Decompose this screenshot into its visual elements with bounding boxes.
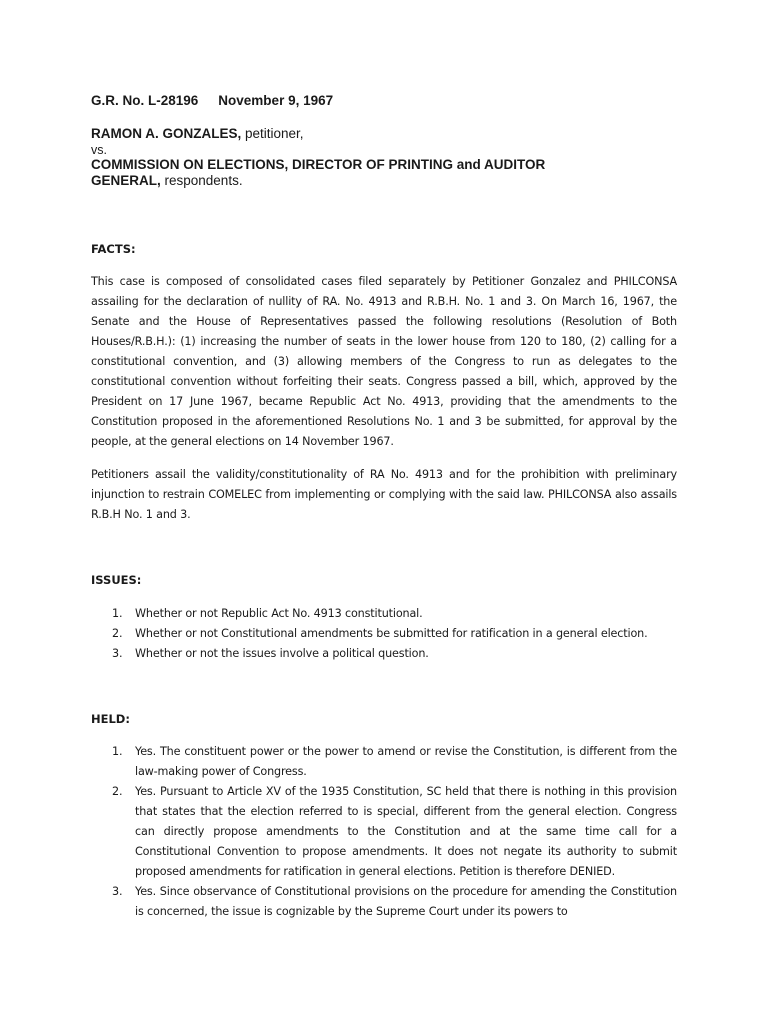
list-item-text: Yes. Pursuant to Article XV of the 1935 Constitution, SC held that there is nothing in this provision that states that the election referred to is special, different from the general election. Congress can directly propose amendments to the Constitution and at the same time call for a Constitutional Convention to propose amendments. It does not negate its authority to submit proposed amendments for ratification in general elections. Petition is therefore DENIED. <box>135 785 677 878</box>
list-item-number: 2. <box>112 627 123 640</box>
list-item <box>91 624 677 644</box>
list-item-number: 3. <box>112 885 123 898</box>
respondents-line <box>91 157 561 189</box>
facts-heading: FACTS: <box>91 242 136 256</box>
respondents-role: respondents. <box>160 173 243 188</box>
list-item <box>91 882 677 922</box>
issues-list <box>91 604 677 664</box>
case-number: G.R. No. L-28196 <box>91 93 199 108</box>
list-item-text: Yes. The constituent power or the power to amend or revise the Constitution, is different from the law-making power of Congress. <box>135 745 677 778</box>
list-item-text: Whether or not the issues involve a political question. <box>135 647 429 660</box>
list-item <box>91 742 677 782</box>
case-date: November 9, 1967 <box>218 93 334 108</box>
list-item-text: Whether or not Constitutional amendments be submitted for ratification in a general election. <box>135 627 648 640</box>
list-item-number: 1. <box>112 607 123 620</box>
list-item <box>91 644 677 664</box>
case-heading <box>91 93 333 108</box>
issues-heading: ISSUES: <box>91 573 142 587</box>
list-item-number: 1. <box>112 745 123 758</box>
facts-paragraph: Petitioners assail the validity/constitutionality of RA No. 4913 and for the prohibition with preliminary injunction to restrain COMELEC from implementing or complying with the said law. PHILCONSA also assails R.B.H No. 1 and 3. <box>91 468 677 521</box>
petitioner-name: RAMON A. GONZALES, <box>91 126 242 141</box>
versus-label: vs. <box>91 143 107 157</box>
petitioner-line <box>91 126 304 142</box>
held-list <box>91 742 677 922</box>
list-item-number: 3. <box>112 647 123 660</box>
list-item <box>91 782 677 882</box>
list-item <box>91 604 677 624</box>
list-item-number: 2. <box>112 785 123 798</box>
held-heading: HELD: <box>91 712 130 726</box>
list-item-text: Whether or not Republic Act No. 4913 constitutional. <box>135 607 423 620</box>
facts-paragraph: This case is composed of consolidated cases filed separately by Petitioner Gonzalez and PHILCONSA assailing for the declaration of nullity of RA. No. 4913 and R.B.H. No. 1 and 3. On March 16, 1967, the Senate and the House of Representatives passed the following resolutions (Resolution of Both Houses/R.B.H.): (1) increasing the number of seats in the lower house from 120 to 180, (2) calling for a constitutional convention, and (3) allowing members of the Congress to run as delegates to the constitutional convention without forfeiting their seats. Congress passed a bill, which, approved by the President on 17 June 1967, became Republic Act No. 4913, providing that the amendments to the Constitution proposed in the aforementioned Resolutions No. 1 and 3 be submitted, for approval by the people, at the general elections on 14 November 1967. <box>91 275 677 448</box>
respondents-name: COMMISSION ON ELECTIONS, DIRECTOR OF PRINTING and AUDITOR GENERAL, <box>91 157 546 188</box>
petitioner-role: petitioner, <box>241 126 304 141</box>
list-item-text: Yes. Since observance of Constitutional provisions on the procedure for amending the Constitution is concerned, the issue is cognizable by the Supreme Court under its powers to <box>135 885 677 918</box>
